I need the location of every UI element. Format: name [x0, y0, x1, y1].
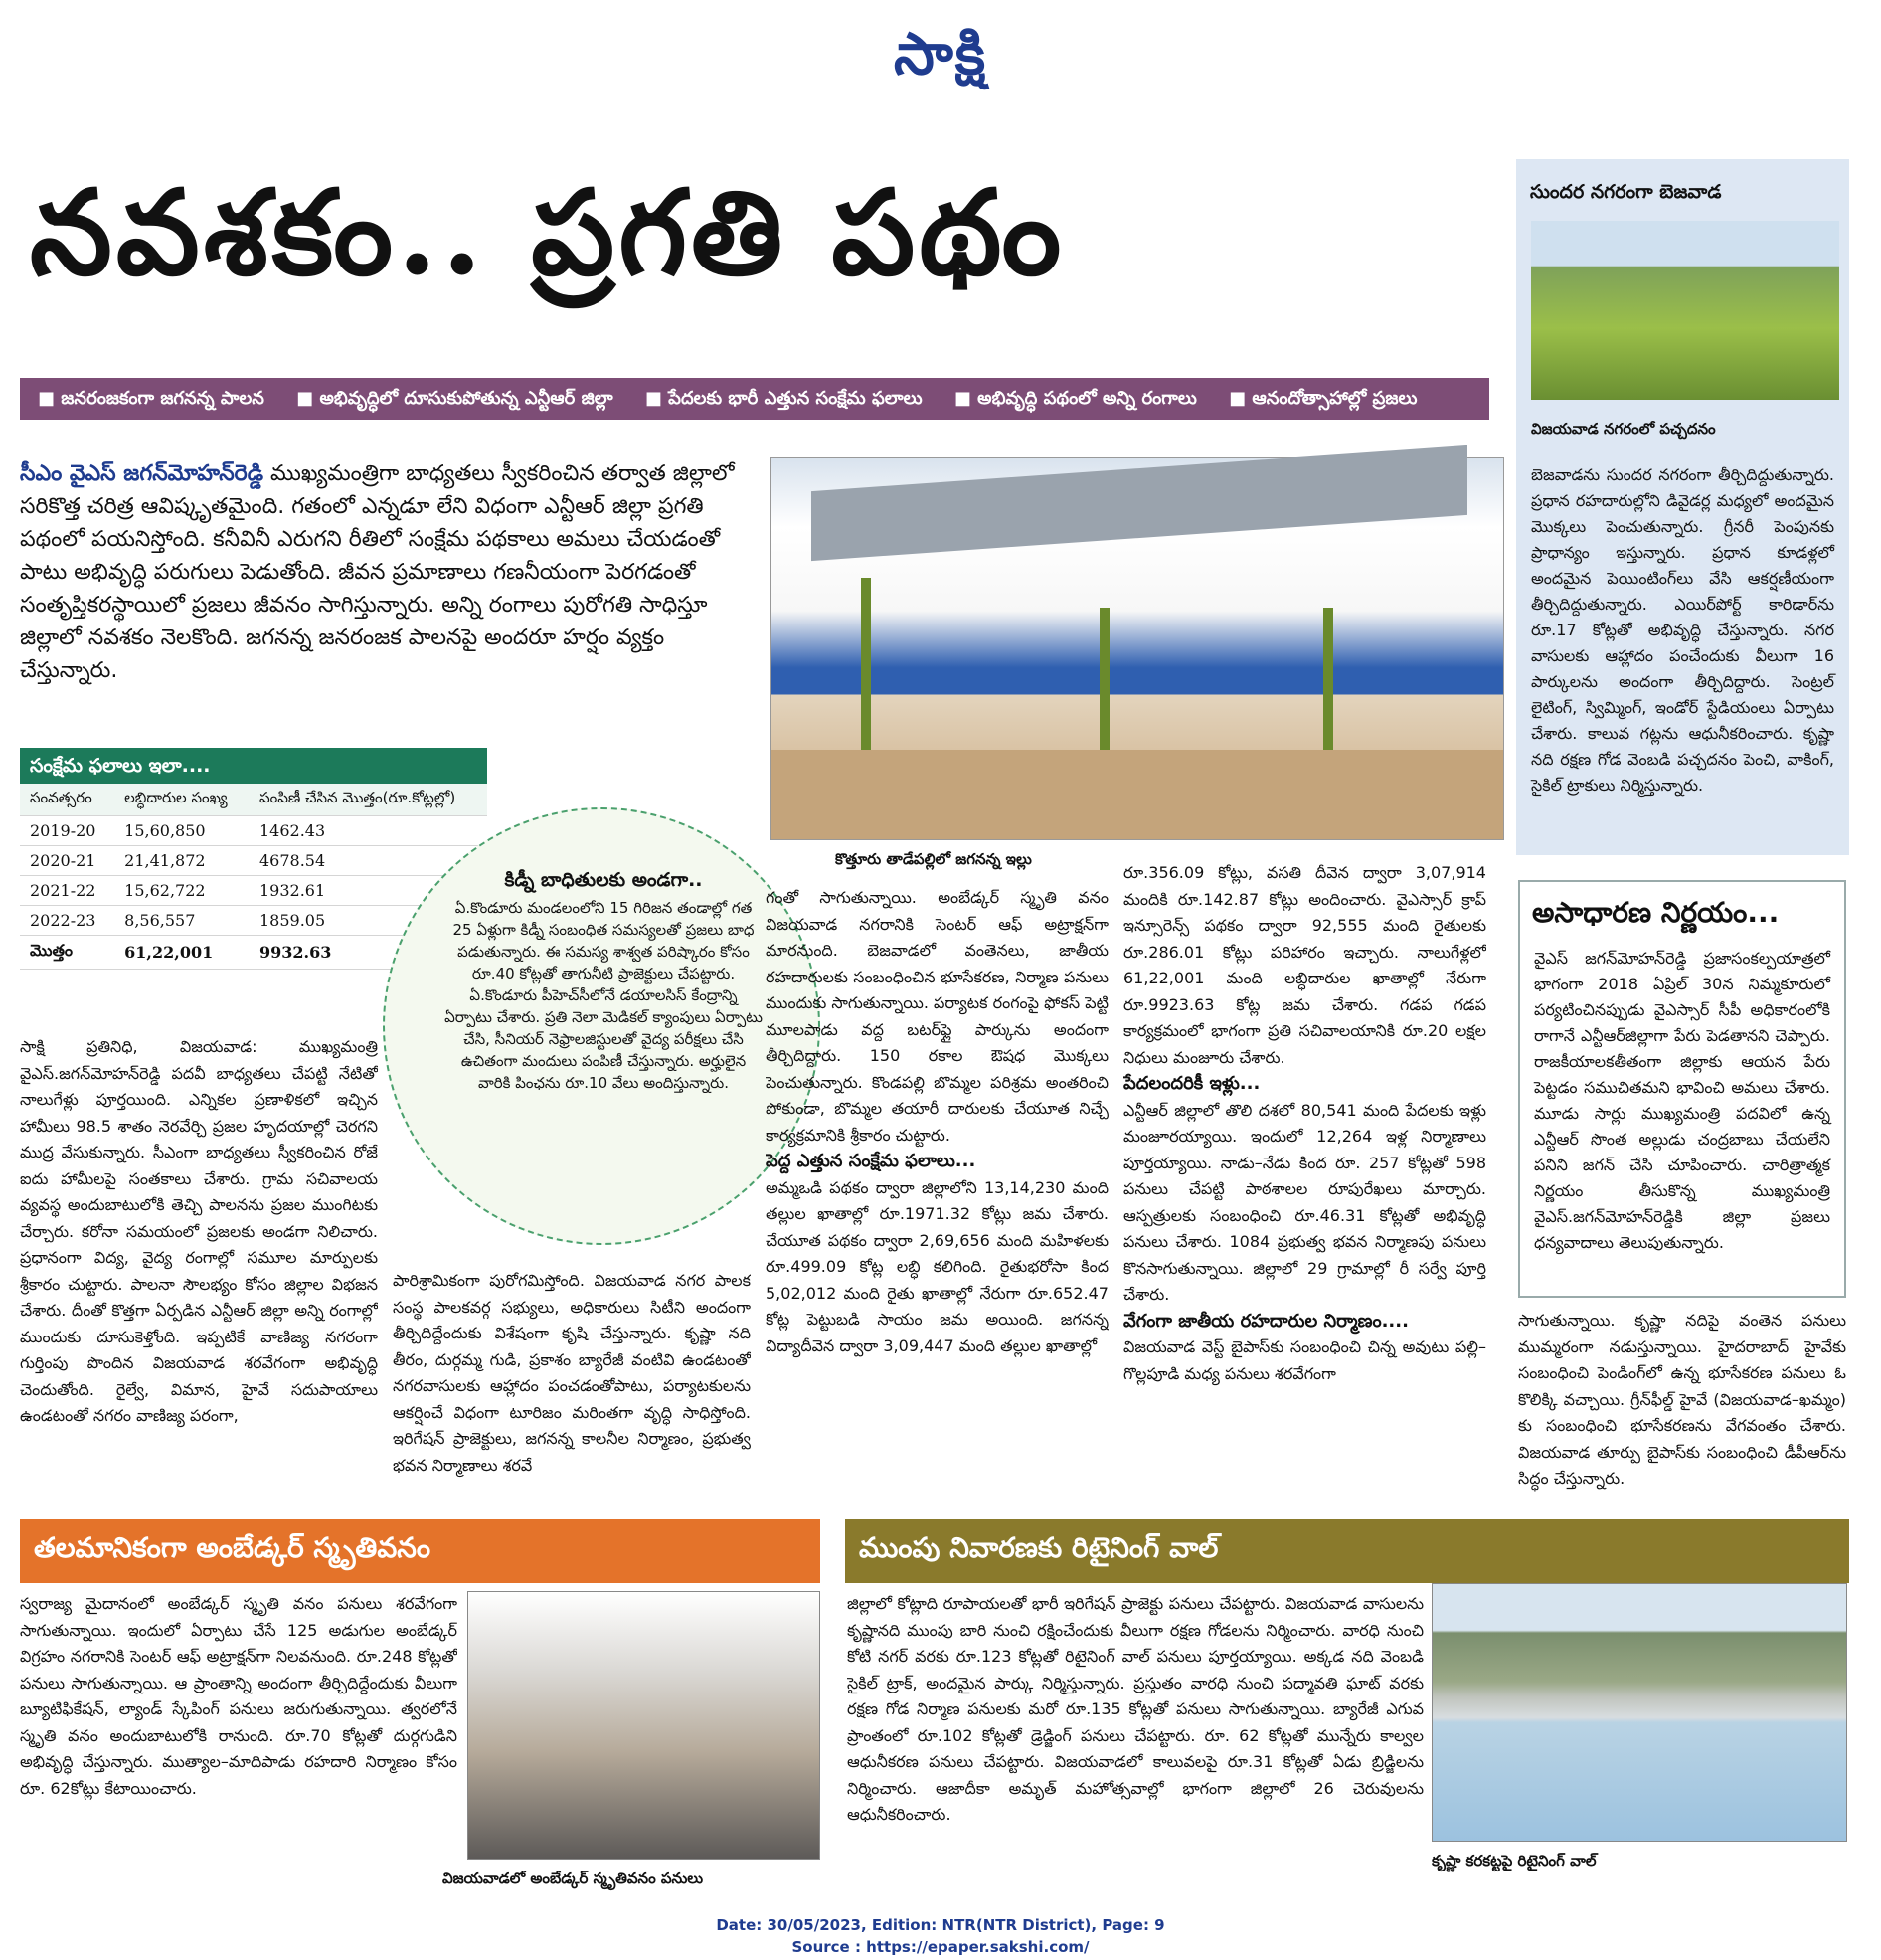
deck-item: ■ పేదలకు భారీ ఎత్తున సంక్షేమ ఫలాలు — [644, 388, 923, 409]
lede-paragraph — [20, 457, 756, 687]
edition-footer — [0, 1914, 1881, 1958]
flood-section-text: జిల్లాలో కోట్లాది రూపాయలతో భారీ ఇరిగేషన్ ప్రాజెక్టు పనులు చేపట్టారు. విజయవాడ వాసులను కృష్ణానది ముంపు బారి నుంచి రక్షించేందుకు వీలుగా రక్షణ గోడలను నిర్మించారు. వారధి నుంచి కోటి నగర్ వరకు రూ.123 కోట్లతో రిటైనింగ్ వాల్ పనులు పూర్తయ్యాయి. అక్కడ నది వెంబడి సైకిల్ ట్రాక్, అందమైన పార్కు నిర్మిస్తున్నారు. ప్రస్తుతం వారధి నుంచి పద్మావతి ఘాట్ వరకు రక్షణ గోడ నిర్మాణ పనులకు మరో రూ.135 కోట్లతో పనులు సాగుతున్నాయి. బ్యారేజీ ఎగువ ప్రాంతంలో రూ.102 కోట్లతో డ్రెడ్జింగ్ పనులు చేపట్టారు. రూ. 62 కోట్లతో మున్నేరు కాల్వల ఆధునీకరణ పనులు చేపట్టారు. విజయవాడలో కాలువలపై రూ.31 కోట్లతో ఏడు బ్రిడ్జిలను నిర్మించారు. ఆజాదీకా అమృత్ మహోత్సవాల్లో భాగంగా జిల్లాలో 26 చెరువులను ఆధునీకరించారు. — [847, 1594, 1424, 1824]
table-row — [20, 846, 487, 876]
lede-text: ముఖ్యమంత్రిగా బాధ్యతలు స్వీకరించిన తర్వాత జిల్లాలో సరికొత్త చరిత్ర ఆవిష్కృతమైంది. గతంలో ఎన్నడూ లేని విధంగా ఎన్టీఆర్ జిల్లా ప్రగతి పథంలో పయనిస్తోంది. కనీవినీ ఎరుగని రీతిలో సంక్షేమ పథకాలు అమలు చేయడంతో పాటు అభివృద్ధి పరుగులు పెడుతోంది. జీవన ప్రమాణాలు గణనీయంగా పెరగడంతో సంతృప్తికరస్థాయిలో ప్రజలు జీవనం సాగిస్తున్నారు. అన్ని రంగాలు పురోగతి సాధిస్తూ జిల్లాలో నవశకం నెలకొంది. జగనన్న జనరంజక పాలనపై అందరూ హర్షం వ్యక్తం చేస్తున్నారు. — [20, 461, 735, 683]
retaining-wall-photo — [1432, 1583, 1847, 1842]
deck-item: ■ జనరంజకంగా జగనన్న పాలన — [38, 388, 264, 409]
kidney-box-content — [444, 869, 763, 1094]
table-cell: మొత్తం — [20, 936, 114, 970]
source-link[interactable]: Source : https://epaper.sakshi.com/ — [791, 1938, 1090, 1956]
table-cell: 1462.43 — [250, 816, 487, 846]
kidney-box-text: ఏ.కొండూరు మండలంలోని 15 గిరిజన తండాల్లో గత 25 ఏళ్లుగా కిడ్నీ సంబంధిత సమస్యలతో ప్రజలు బాధ పడుతున్నారు. ఈ సమస్య శాశ్వత పరిష్కారం కోసం రూ.40 కోట్లతో తాగునీటి ప్రాజెక్టులు చేపట్టారు. ఏ.కొండూరు పీహెచ్‌సీలోనే డయాలసిస్ కేంద్రాన్ని ఏర్పాటు చేశారు. ప్రతి నెలా మెడికల్ క్యాంపులు ఏర్పాటు చేసి, సీనియర్ నెఫ్రాలజిస్టులతో వైద్య పరీక్షలు చేసి ఉచితంగా మందులు పంపిణీ చేస్తున్నారు. అర్హులైన వారికి పింఛను రూ.10 వేలు అందిస్తున్నారు. — [444, 899, 763, 1092]
article-column-4 — [1123, 860, 1486, 1507]
kidney-box-title: కిడ్నీ బాధితులకు అండగా.. — [504, 869, 703, 891]
table-row — [20, 876, 487, 906]
table-cell: 8,56,557 — [114, 906, 250, 936]
column-3-text-continued: అమ్మఒడి పథకం ద్వారా జిల్లాలోని 13,14,230 మంది తల్లుల ఖాతాల్లో రూ.1971.32 కోట్లు జమ చేశారు. చేయూత పథకం ద్వారా 2,69,656 మంది మహిళలకు రూ.499.09 కోట్ల లబ్ధి కలిగింది. రైతుభరోసా కింద 5,02,012 మంది రైతు ఖాతాల్లో నేరుగా రూ.652.47 కోట్ల పెట్టుబడి సాయం జమ అయింది. జగనన్న విద్యాదీవెన ద్వారా 3,09,447 మంది తల్లుల ఖాతాల్లో — [766, 1177, 1109, 1355]
article-column-3 — [766, 885, 1109, 1507]
sidebar-title: సుందర నగరంగా బెజవాడ — [1530, 181, 1722, 203]
table-cell: 9932.63 — [250, 936, 487, 970]
decision-box — [1518, 880, 1846, 1298]
table-cell: 2022-23 — [20, 906, 114, 936]
kidney-box — [383, 807, 820, 1245]
column-3-text: గంతో సాగుతున్నాయి. అంబేడ్కర్ స్మృతి వనం విజయవాడ నగరానికి సెంటర్ ఆఫ్ అట్రాక్షన్‌గా మారనుంది. బెజవాడలో వంతెనలు, జాతీయ రహదారులకు సంబంధించిన భూసేకరణ, నిర్మాణ పనులు ముందుకు సాగుతున్నాయి. పర్యాటక రంగంపై ఫోకస్ పెట్టి మూలపాడు వద్ద బటర్‌ఫ్లై పార్కును అందంగా తీర్చిదిద్దారు. 150 రకాల ఔషధ మొక్కలు పెంచుతున్నారు. కొండపల్లి బొమ్మల పరిశ్రమ అంతరించి పోకుండా, బొమ్మల తయారీ దారులకు చేయూత నిచ్చే కార్యక్రమానికి శ్రీకారం చుట్టారు. — [766, 888, 1109, 1145]
deck-item: ■ ఆనందోత్సాహాల్లో ప్రజలు — [1229, 388, 1418, 409]
greenery-photo-caption: విజయవాడ నగరంలో పచ్చదనం — [1531, 420, 1716, 438]
decision-box-text: వైఎస్ జగన్‌మోహన్‌రెడ్డి ప్రజాసంకల్పయాత్రలో భాగంగా 2018 ఏప్రిల్ 30న నిమ్మకూరులో పర్యటించినప్పుడు వైఎస్సార్ సీపీ అధికారంలోకి రాగానే ఎన్టీఆర్‌జిల్లాగా పేరు పెడతానని చెప్పారు. రాజకీయాలకతీతంగా జిల్లాకు ఆయన పేరు పెట్టడం సముచితమని భావించి అమలు చేశారు. మూడు సార్లు ముఖ్యమంత్రి పదవిలో ఉన్న ఎన్టీఆర్ సొంత అల్లుడు చంద్రబాబు చేయలేని పనిని జగన్ చేసి చూపించారు. చారిత్రాత్మక నిర్ణయం తీసుకొన్న ముఖ్యమంత్రి వైఎస్.జగన్‌మోహన్‌రెడ్డికి జిల్లా ప్రజలు ధన్యవాదాలు తెలుపుతున్నారు. — [1534, 949, 1830, 1252]
column-3-subhead: పెద్ద ఎత్తున సంక్షేమ ఫలాలు... — [766, 1151, 976, 1171]
housing-photo-caption: కొత్తూరు తాడేపల్లిలో జగనన్న ఇల్లు — [835, 850, 1032, 868]
table-row — [20, 816, 487, 846]
table-cell: 2019-20 — [20, 816, 114, 846]
ambedkar-photo-caption: విజయవాడలో అంబేడ్కర్ స్మృతివనం పనులు — [442, 1870, 704, 1887]
ambedkar-photo — [467, 1591, 820, 1860]
deck-strip — [20, 378, 1489, 420]
column-4-text-mid: ఎన్టీఆర్ జిల్లాలో తొలి దశలో 80,541 మంది పేదలకు ఇళ్లు మంజూరయ్యాయి. ఇందులో 12,264 ఇళ్ల నిర్మాణాలు పూర్తయ్యాయి. నాడు–నేడు కింద రూ. 257 కోట్లతో 598 పనులు చేపట్టి పాఠశాలల రూపురేఖలు మార్చారు. ఆస్పత్రులకు సంబంధించి రూ.46.31 కోట్లతో అభివృద్ధి పనులు చేశారు. 1084 ప్రభుత్వ భవన నిర్మాణపు పనులు కొనసాగుతున్నాయి. జిల్లాలో 29 గ్రామాల్లో రీ సర్వే పూర్తి చేశారు. — [1123, 1100, 1486, 1304]
table-header-cell: లబ్ధిదారుల సంఖ్య — [114, 784, 250, 816]
table-cell: 21,41,872 — [114, 846, 250, 876]
column-4-subhead: పేదలందరికీ ఇళ్లు... — [1123, 1073, 1261, 1094]
greenery-photo — [1531, 221, 1839, 400]
table-cell: 1932.61 — [250, 876, 487, 906]
column-4-text: రూ.356.09 కోట్లు, వసతి దీవెన ద్వారా 3,07,914 మందికి రూ.142.87 కోట్లు అందించారు. వైఎస్సార్ క్రాప్ ఇన్సూరెన్స్ పథకం ద్వారా 92,555 మంది రైతులకు రూ.286.01 కోట్లు పరిహారం ఇచ్చారు. నాలుగేళ్లలో 61,22,001 మంది లబ్ధిదారుల ఖాతాల్లో నేరుగా రూ.9923.63 కోట్ల జమ చేశారు. గడప గడప కార్యక్రమంలో భాగంగా ప్రతి సచివాలయానికి రూ.20 లక్షల నిధులు మంజూరు చేశారు. — [1123, 863, 1486, 1067]
article-column-1: సాక్షి ప్రతినిధి, విజయవాడ: ముఖ్యమంత్రి వైఎస్.జగన్‌మోహన్‌రెడ్డి పదవీ బాధ్యతలు చేపట్టి నేటితో నాలుగేళ్లు పూర్తయింది. ఎన్నికల ప్రణాళికలో ఇచ్చిన హామీలు 98.5 శాతం నెరవేర్చి ప్రజల హృదయాల్లో చెరగని ముద్ర వేసుకున్నారు. సీఎంగా బాధ్యతలు స్వీకరించిన రోజే ఐదు హామీలపై సంతకాలు చేశారు. గ్రామ సచివాలయ వ్యవస్థ అందుబాటులోకి తెచ్చి పాలనను ప్రజల ముంగిటకు చేర్చారు. కరోనా సమయంలో ప్రజలకు అండగా నిలిచారు. ప్రధానంగా విద్య, వైద్య రంగాల్లో సమూల మార్పులకు శ్రీకారం చుట్టారు. పాలనా సౌలభ్యం కోసం జిల్లాల విభజన చేశారు. దీంతో కొత్తగా ఏర్పడిన ఎన్టీఆర్ జిల్లా అన్ని రంగాల్లో ముందుకు దూసుకెళ్తోంది. ఇప్పటికే వాణిజ్య నగరంగా గుర్తింపు పొందిన విజయవాడ శరవేగంగా అభివృద్ధి చెందుతోంది. రైల్వే, విమాన, హైవే సదుపాయాలు ఉండటంతో నగరం వాణిజ్య పరంగా, — [20, 1037, 378, 1425]
deck-item: ■ అభివృద్ధిలో దూసుకుపోతున్న ఎన్టీఆర్ జిల్లా — [296, 388, 613, 409]
sidebar-box — [1516, 159, 1849, 855]
table-cell: 2021-22 — [20, 876, 114, 906]
table-cell: 61,22,001 — [114, 936, 250, 970]
housing-photo — [770, 457, 1504, 840]
retaining-wall-photo-caption: కృష్ణా కరకట్టపై రిటైనింగ్ వాల్ — [1432, 1852, 1597, 1870]
masthead-logo: సాక్షి — [893, 20, 988, 88]
table-cell: 15,60,850 — [114, 816, 250, 846]
lede-lead-in: సీఎం వైఎస్ జగన్‌మోహన్‌రెడ్డి — [20, 461, 263, 486]
article-column-5: సాగుతున్నాయి. కృష్ణా నదిపై వంతెన పనులు ముమ్మరంగా నడుస్తున్నాయి. హైదరాబాద్ హైవేకు సంబంధించి పెండింగ్‌లో ఉన్న భూసేకరణ పనులు ఓ కొలిక్కి వచ్చాయి. గ్రీన్‌ఫీల్డ్ హైవే (విజయవాడ–ఖమ్మం) కు సంబంధించి భూసేకరణను వేగవంతం చేశారు. విజయవాడ తూర్పు బైపాస్‌కు సంబంధించి డీపీఆర్‌ను సిద్ధం చేస్తున్నారు. — [1518, 1311, 1846, 1488]
table-header-row — [20, 784, 487, 816]
column-4-text-continued: విజయవాడ వెస్ట్ బైపాస్‌కు సంబంధించి చిన్న అవుటు పల్లి–గొల్లపూడి మధ్య పనులు శరవేగంగా — [1123, 1337, 1486, 1383]
welfare-table-title: సంక్షేమ ఫలాలు ఇలా.... — [20, 748, 487, 784]
table-cell: 2020-21 — [20, 846, 114, 876]
ambedkar-section-title: తలమానికంగా అంబేడ్కర్ స్మృతివనం — [20, 1519, 820, 1583]
article-column-2: పారిశ్రామికంగా పురోగమిస్తోంది. విజయవాడ నగర పాలక సంస్థ పాలకవర్గ సభ్యులు, అధికారులు సిటీని అందంగా తీర్చిదిద్దేందుకు విశేషంగా కృషి చేస్తున్నారు. కృష్ణా నది తీరం, దుర్గమ్మ గుడి, ప్రకాశం బ్యారేజీ వంటివి ఉండటంతో నగరవాసులకు ఆహ్లాదం పంచడంతోపాటు, పర్యాటకులను ఆకర్షించే విధంగా టూరిజం మరింతగా వృద్ధి సాధిస్తోంది. ఇరిగేషన్ ప్రాజెక్టులు, జగనన్న కాలనీల నిర్మాణం, ప్రభుత్వ భవన నిర్మాణాలు శరవే — [393, 1271, 751, 1475]
photo-ground-shape — [771, 750, 1503, 839]
ambedkar-section-text: స్వరాజ్య మైదానంలో అంబేడ్కర్ స్మృతి వనం పనులు శరవేగంగా సాగుతున్నాయి. ఇందులో ఏర్పాటు చేసే 125 అడుగుల అంబేడ్కర్ విగ్రహం నగరానికి సెంటర్ ఆఫ్ అట్రాక్షన్‌గా నిలవనుంది. రూ.248 కోట్లతో పనులు సాగుతున్నాయి. ఆ ప్రాంతాన్ని అందంగా తీర్చిదిద్దేందుకు వీలుగా బ్యూటిఫికేషన్, ల్యాండ్ స్కేపింగ్ పనులు జరుగుతున్నాయి. త్వరలోనే స్మృతి వనం అందుబాటులోకి రానుంది. రూ.70 కోట్లతో దుర్గగుడిని అభివృద్ధి చేస్తున్నారు. ముత్యాల–మాదిపాడు రహదారి నిర్మాణం కోసం రూ. 62కోట్లు కేటాయించారు. — [20, 1594, 457, 1798]
column-4-subhead: వేగంగా జాతీయ రహదారుల నిర్మాణం.... — [1123, 1310, 1409, 1332]
decision-box-title: అసాధారణ నిర్ణయం... — [1532, 896, 1780, 929]
table-header-cell: పంపిణీ చేసిన మొత్తం(రూ.కోట్లల్లో) — [250, 784, 487, 816]
flood-section-title: ముంపు నివారణకు రిటైనింగ్ వాల్ — [845, 1519, 1849, 1583]
table-cell: 1859.05 — [250, 906, 487, 936]
headline: నవశకం.. ప్రగతి పథం — [30, 163, 1066, 301]
photo-roof-shape — [811, 445, 1467, 561]
table-cell: 4678.54 — [250, 846, 487, 876]
deck-item: ■ అభివృద్ధి పథంలో అన్ని రంగాలు — [953, 388, 1197, 409]
edition-date: Date: 30/05/2023, Edition: NTR(NTR District), Page: 9 — [716, 1916, 1165, 1934]
sidebar-text: బెజవాడను సుందర నగరంగా తీర్చిదిద్దుతున్నారు. ప్రధాన రహదారుల్లోని డివైడర్ల మధ్యలో అందమైన మొక్కలు పెంచుతున్నారు. గ్రీనరీ పెంపునకు ప్రాధాన్యం ఇస్తున్నారు. ప్రధాన కూడళ్లలో అందమైన పెయింటింగ్‌లు వేసి ఆకర్షణీయంగా తీర్చిదిద్దుతున్నారు. ఎయిర్‌పోర్ట్ కారిడార్‌ను రూ.17 కోట్లతో అభివృద్ధి చేస్తున్నారు. నగర వాసులకు ఆహ్లాదం పంచేందుకు వీలుగా 16 పార్కులను అందంగా తీర్చిదిద్దారు. సెంట్రల్ లైటింగ్, స్విమ్మింగ్, ఇండోర్ స్టేడియంలు ఏర్పాటు చేశారు. కాలువ గట్లను ఆధునీకరించారు. కృష్ణా నది రక్షణ గోడ వెంబడి పచ్చదనం పెంచి, వాకింగ్, సైకిల్ ట్రాకులు నిర్మిస్తున్నారు. — [1531, 465, 1834, 795]
table-cell: 15,62,722 — [114, 876, 250, 906]
table-header-cell: సంవత్సరం — [20, 784, 114, 816]
